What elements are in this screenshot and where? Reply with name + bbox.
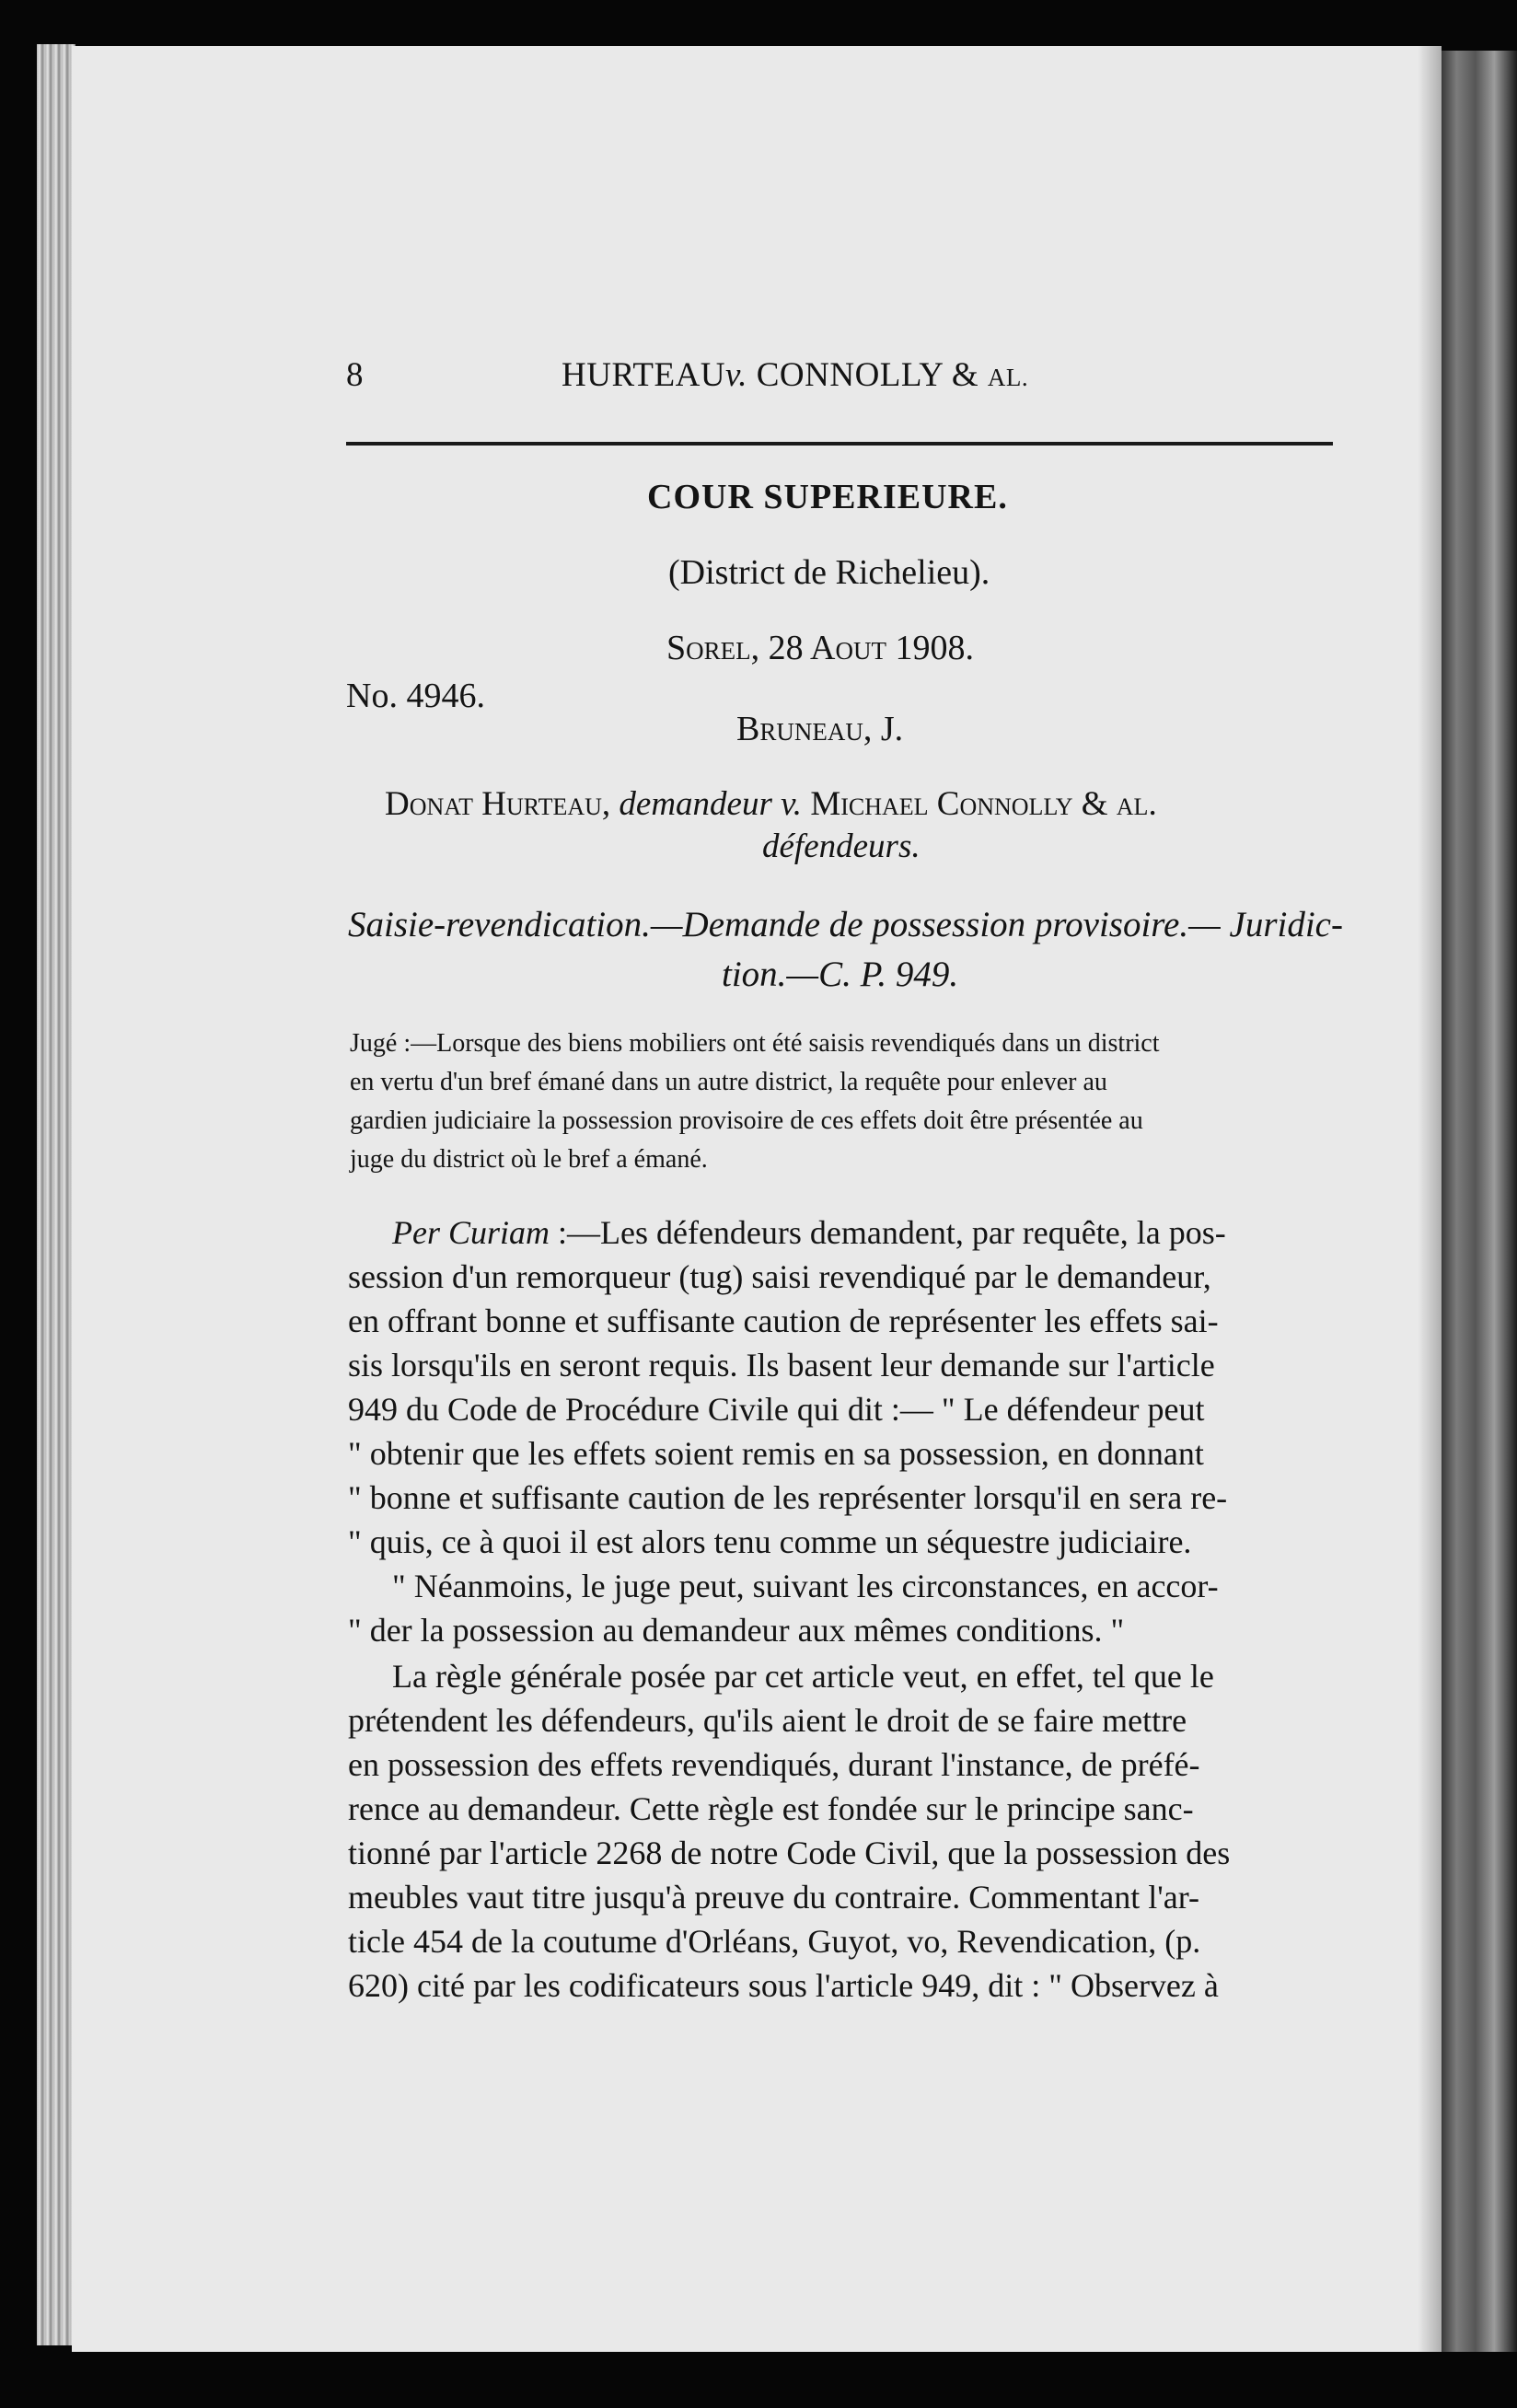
opinion-line-4: sis lorsqu'ils en seront requis. Ils basent leur demande sur l'article <box>348 1347 1215 1383</box>
opinion-line-15: tionné par l'article 2268 de notre Code Civil, que la possession des <box>348 1835 1231 1871</box>
running-title-v: v. <box>725 356 747 394</box>
case-number: No. 4946. <box>346 677 485 715</box>
district: (District de Richelieu). <box>668 553 990 592</box>
parties-line <box>385 784 1157 824</box>
header-rule <box>346 442 1333 446</box>
opinion-line-3: en offrant bonne et suffisante caution de représenter les effets sai- <box>348 1302 1219 1339</box>
opposite-page-edge <box>1442 51 1517 2352</box>
opinion-line-13: en possession des effets revendiqués, durant l'instance, de préfé- <box>348 1746 1200 1783</box>
opinion-line-11: La règle générale posée par cet article veut, en effet, tel que le <box>392 1658 1214 1695</box>
book-binding-edge <box>37 44 75 2345</box>
opinion-line-6: " obtenir que les effets soient remis en sa possession, en donnant <box>348 1435 1204 1472</box>
opinion-line-16: meubles vaut titre jusqu'à preuve du contraire. Commentant l'ar- <box>348 1879 1199 1916</box>
running-title-case: HURTEAU <box>562 356 726 394</box>
court-name: COUR SUPERIEURE. <box>647 478 1008 516</box>
holding-line-1: Jugé :—Lorsque des biens mobiliers ont été saisis revendiqués dans un district <box>350 1029 1160 1058</box>
opinion-line-8: " quis, ce à quoi il est alors tenu comme un séquestre judiciaire. <box>348 1523 1192 1560</box>
opinion-line-18: 620) cité par les codificateurs sous l'article 949, dit : " Observez à <box>348 1967 1219 2004</box>
opinion-line-1-text: :—Les défendeurs demandent, par requête, la pos- <box>558 1214 1226 1251</box>
opinion-line-12: prétendent les défendeurs, qu'ils aient le droit de se faire mettre <box>348 1702 1187 1739</box>
page-fold-shadow <box>1418 46 1442 2352</box>
opinion-line-17: ticle 454 de la coutume d'Orléans, Guyot, vo, Revendication, (p. <box>348 1923 1201 1960</box>
versus: v. <box>781 785 803 823</box>
opinion-line-1 <box>392 1213 1226 1252</box>
defendant-name: Michael Connolly & al. <box>810 785 1157 823</box>
plaintiff-role: demandeur <box>619 785 772 823</box>
opinion-line-10: " der la possession au demandeur aux mêmes conditions. " <box>348 1612 1125 1649</box>
opinion-line-9: " Néanmoins, le juge peut, suivant les circonstances, en accor- <box>392 1568 1219 1604</box>
per-curiam: Per Curiam <box>392 1214 550 1251</box>
page-number: 8 <box>346 356 364 394</box>
holding-line-3: gardien judiciaire la possession provisoire de ces effets doit être présentée au <box>350 1106 1143 1135</box>
opinion-line-7: " bonne et suffisante caution de les représenter lorsqu'il en sera re- <box>348 1479 1228 1516</box>
summary-line-2: tion.—C. P. 949. <box>722 955 959 994</box>
case-date: Sorel, 28 Aout 1908. <box>666 629 974 667</box>
defendant-role: défendeurs. <box>762 828 921 865</box>
running-title-rest: CONNOLLY & <box>756 356 979 394</box>
running-title <box>562 355 1028 395</box>
holding-line-2: en vertu d'un bref émané dans un autre district, la requête pour enlever au <box>350 1068 1107 1096</box>
summary-line-1: Saisie-revendication.—Demande de possession provisoire.— Juridic- <box>348 905 1343 944</box>
opinion-line-5: 949 du Code de Procédure Civile qui dit :— " Le défendeur peut <box>348 1391 1205 1428</box>
holding-line-4: juge du district où le bref a émané. <box>350 1145 708 1174</box>
judge-name: Bruneau, J. <box>736 710 904 748</box>
opinion-line-14: rence au demandeur. Cette règle est fondée sur le principe sanc- <box>348 1790 1194 1827</box>
opinion-line-2: session d'un remorqueur (tug) saisi revendiqué par le demandeur, <box>348 1258 1211 1295</box>
running-title-al: AL. <box>987 364 1029 391</box>
plaintiff-name: Donat Hurteau, <box>385 785 611 823</box>
